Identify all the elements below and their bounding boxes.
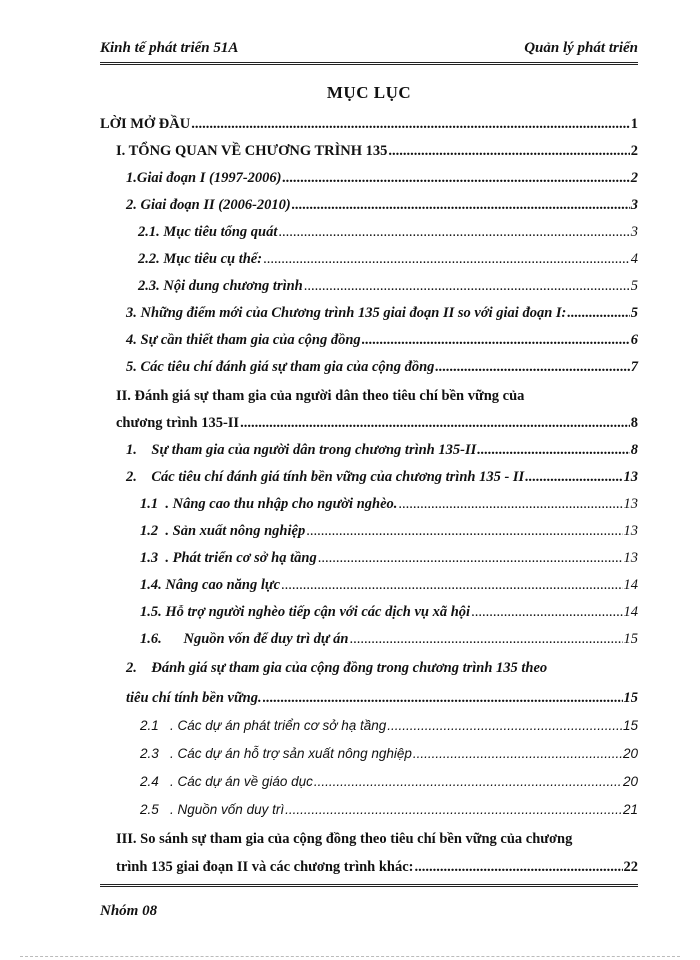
toc-label: 1.Giai đoạn I (1997-2006): [126, 170, 282, 186]
toc-page: 5: [630, 278, 638, 294]
toc-leader: [435, 357, 629, 377]
toc-entry[interactable]: [140, 602, 638, 622]
toc-entry[interactable]: [126, 688, 638, 708]
toc-page: 13: [623, 469, 638, 485]
toc-page: 7: [630, 359, 638, 375]
toc-entry[interactable]: [138, 249, 638, 269]
toc-entry[interactable]: [126, 195, 638, 215]
header-left: Kinh tế phát triển 51A: [100, 40, 239, 56]
toc-entry[interactable]: [126, 357, 638, 377]
toc-label: 1.3 . Phát triển cơ sở hạ tầng: [140, 550, 317, 566]
toc-entry[interactable]: [126, 330, 638, 350]
toc-leader: [415, 857, 623, 877]
toc-leader: [398, 494, 622, 514]
toc-entry[interactable]: [140, 548, 638, 568]
toc-leader: [304, 276, 630, 296]
toc-label: 2.2. Mục tiêu cụ thể:: [138, 251, 263, 267]
toc-leader: [350, 629, 623, 649]
toc-leader: [263, 249, 630, 269]
toc-label: 1.4. Nâng cao năng lực: [140, 577, 281, 593]
toc-page: 15: [622, 718, 638, 733]
toc-entry[interactable]: [100, 114, 638, 134]
toc-page: 20: [622, 746, 638, 761]
toc-entry-line1[interactable]: II. Đánh giá sự tham gia của người dân theo tiêu chí bền vững của: [116, 388, 525, 404]
toc-entry-line1[interactable]: 2. Đánh giá sự tham gia của cộng đồng trong chương trình 135 theo: [126, 660, 548, 676]
toc-leader: [318, 548, 623, 568]
page-title: MỤC LỤC: [326, 83, 412, 102]
toc-page: 14: [623, 604, 638, 620]
toc-page: 1: [630, 116, 638, 132]
toc-leader: [567, 303, 629, 323]
toc-page: 13: [623, 496, 638, 512]
toc-label: 3. Những điểm mới của Chương trình 135 giai đoạn II so với giai đoạn I:: [126, 305, 567, 321]
toc-page: 22: [623, 859, 638, 875]
header-right: Quản lý phát triển: [524, 40, 638, 56]
toc-entry[interactable]: [126, 168, 638, 188]
toc-page: 20: [622, 774, 638, 789]
toc-label: I. TỔNG QUAN VỀ CHƯƠNG TRÌNH 135: [116, 143, 388, 159]
page-header: [100, 40, 638, 57]
toc-entry[interactable]: [116, 141, 638, 161]
toc-entry[interactable]: [140, 494, 638, 514]
toc-entry-line1[interactable]: III. So sánh sự tham gia của cộng đồng theo tiêu chí bền vững của chương: [116, 831, 573, 847]
toc-leader: [263, 688, 623, 708]
toc-entry[interactable]: [126, 440, 638, 460]
toc-label: 2.5 . Nguồn vốn duy trì: [140, 802, 285, 817]
toc-leader: [191, 114, 630, 134]
page-footer: Nhóm 08: [100, 903, 158, 919]
toc-label: 1.1 . Nâng cao thu nhập cho người nghèo.: [140, 496, 398, 512]
toc-label: 2.1. Mục tiêu tổng quát: [138, 224, 278, 240]
toc-page: 2: [630, 143, 638, 159]
toc-label: 2.3 . Các dự án hỗ trợ sản xuất nông nghiệp: [140, 746, 412, 761]
toc-entry[interactable]: [116, 413, 638, 433]
toc-page: 13: [623, 523, 638, 539]
toc-page: 4: [630, 251, 638, 267]
toc-entry[interactable]: [140, 800, 638, 820]
toc-page: 3: [630, 224, 638, 240]
toc-page: 5: [630, 305, 638, 321]
page-break-line: [20, 956, 680, 957]
toc-leader: [281, 575, 622, 595]
toc-leader: [314, 772, 622, 792]
toc-page: 6: [630, 332, 638, 348]
toc-label: 1.5. Hỗ trợ người nghèo tiếp cận với các dịch vụ xã hội: [140, 604, 471, 620]
toc-entry[interactable]: [126, 303, 638, 323]
toc-page: 8: [630, 442, 638, 458]
toc-leader: [413, 744, 622, 764]
toc-label: trình 135 giai đoạn II và các chương trình khác:: [116, 859, 414, 875]
footer-rule: [100, 884, 638, 887]
toc-label: 2.1 . Các dự án phát triển cơ sở hạ tầng: [140, 718, 387, 733]
toc-page: 13: [623, 550, 638, 566]
toc-leader: [306, 521, 622, 541]
header-rule: [100, 62, 638, 65]
toc-entry[interactable]: [140, 772, 638, 792]
toc-leader: [387, 716, 622, 736]
toc-leader: [362, 330, 630, 350]
toc-label: 2. Giai đoạn II (2006-2010): [126, 197, 291, 213]
toc-leader: [471, 602, 622, 622]
toc-entry[interactable]: [140, 629, 638, 649]
toc-label: 2.3. Nội dung chương trình: [138, 278, 303, 294]
toc-page: 3: [630, 197, 638, 213]
toc-label: tiêu chí tính bền vững.: [126, 690, 262, 706]
toc-page: 8: [630, 415, 638, 431]
toc-entry[interactable]: [140, 521, 638, 541]
toc-page: 15: [623, 631, 638, 647]
toc-label: 1.6. Nguồn vốn để duy trì dự án: [140, 631, 349, 647]
toc-label: 2. Các tiêu chí đánh giá tính bền vững của chương trình 135 - II: [126, 469, 525, 485]
toc-page: 15: [623, 690, 638, 706]
toc-page: 2: [630, 170, 638, 186]
toc-leader: [285, 800, 622, 820]
toc-page: 21: [622, 802, 638, 817]
toc-leader: [292, 195, 630, 215]
toc-page: 14: [623, 577, 638, 593]
toc-entry[interactable]: [138, 222, 638, 242]
toc-label: 4. Sự cần thiết tham gia của cộng đồng: [126, 332, 361, 348]
toc-leader: [388, 141, 629, 161]
toc-entry[interactable]: [140, 744, 638, 764]
toc-label: 2.4 . Các dự án về giáo dục: [140, 774, 313, 789]
toc-leader: [240, 413, 630, 433]
toc-entry[interactable]: [116, 857, 638, 877]
toc-entry[interactable]: [138, 276, 638, 296]
toc-label: chương trình 135-II: [116, 415, 240, 431]
toc-entry[interactable]: [140, 575, 638, 595]
toc-leader: [278, 222, 629, 242]
toc-leader: [282, 168, 629, 188]
toc-label: 1.2 . Sản xuất nông nghiệp: [140, 523, 306, 539]
toc-label: 5. Các tiêu chí đánh giá sự tham gia của cộng đồng: [126, 359, 435, 375]
toc-leader: [525, 467, 622, 487]
toc-label: LỜI MỞ ĐẦU: [100, 116, 191, 132]
toc-label: 1. Sự tham gia của người dân trong chương trình 135-II: [126, 442, 477, 458]
toc-leader: [477, 440, 630, 460]
toc-entry[interactable]: [126, 467, 638, 487]
toc-entry[interactable]: [140, 716, 638, 736]
